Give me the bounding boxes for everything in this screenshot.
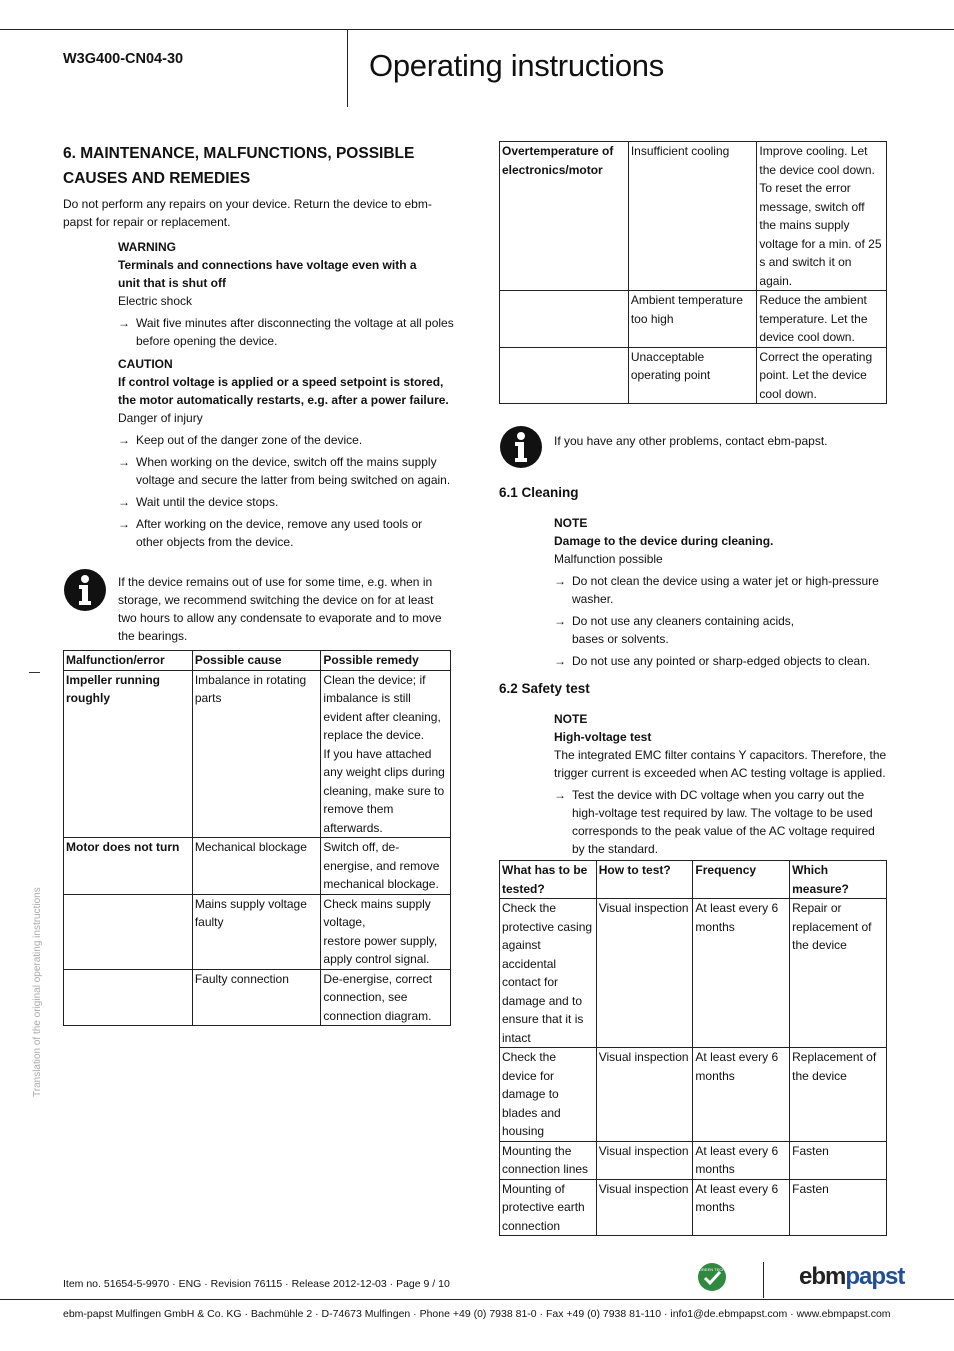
warning-consequence: Electric shock (118, 294, 193, 308)
table-cell: Mains supply voltage faulty (192, 894, 321, 969)
note-label: NOTE (554, 712, 588, 726)
table-cell: Overtemperature of electronics/motor (500, 142, 629, 291)
table-cell: At least every 6 months (693, 1048, 790, 1142)
table-row (500, 347, 887, 404)
caution-block (118, 355, 452, 551)
table-cell: Motor does not turn (64, 838, 193, 895)
table-cell: Impeller running roughly (64, 670, 193, 838)
arrow-icon: → (554, 574, 566, 588)
note-headline: Damage to the device during cleaning. (554, 534, 774, 548)
caution-label: CAUTION (118, 357, 173, 371)
table-cell: Check the protective casing against accidental contact for damage and to ensure that it is intact (500, 899, 597, 1048)
logo-papst: papst (845, 1263, 905, 1290)
info-icon (63, 568, 107, 612)
cleaning-item (554, 572, 889, 608)
table-cell: Replacement of the device (790, 1048, 887, 1142)
info-text-2: If you have any other problems, contact ebm-papst. (554, 434, 828, 448)
table-cell: Visual inspection (596, 1141, 693, 1179)
caution-item-text: When working on the device, switch off the mains supply voltage and secure the latter from being switched on again. (136, 455, 451, 487)
malfunction-table (63, 650, 451, 1026)
page-title: Operating instructions (369, 48, 664, 83)
footer-item-line: Item no. 51654-5-9970 · ENG · Revision 76115 · Release 2012-12-03 · Page 9 / 10 (63, 1278, 450, 1290)
cleaning-item (554, 652, 889, 670)
arrow-icon: → (554, 788, 566, 802)
greentech-label: GREEN TECH (698, 1267, 726, 1272)
arrow-icon: → (118, 495, 130, 509)
table-header-cell: What has to be tested? (500, 861, 597, 899)
table-cell: Mounting of protective earth connection (500, 1179, 597, 1236)
table-cell: At least every 6 months (693, 1141, 790, 1179)
cleaning-item (554, 612, 804, 648)
safety-item (554, 786, 890, 858)
table-header-cell: Frequency (693, 861, 790, 899)
table-cell: Check the device for damage to blades and housing (500, 1048, 597, 1142)
logo-divider (763, 1262, 764, 1298)
header-divider (347, 29, 348, 107)
table-header-cell: How to test? (596, 861, 693, 899)
table-header-cell: Which measure? (790, 861, 887, 899)
table-header-cell: Malfunction/error (64, 651, 193, 671)
header-rule (0, 29, 954, 30)
model-number: W3G400-CN04-30 (63, 51, 184, 67)
intro-text: Do not perform any repairs on your device. Return the device to ebm-papst for repair or replacement. (63, 197, 432, 229)
footer-rule (0, 1299, 954, 1300)
caution-item-text: Keep out of the danger zone of the device. (136, 433, 363, 447)
table-cell: At least every 6 months (693, 1179, 790, 1236)
table-cell: Insufficient cooling (628, 142, 757, 291)
table-row (500, 291, 887, 348)
warning-block (118, 238, 458, 350)
table-row (500, 899, 887, 1048)
note-label: NOTE (554, 516, 588, 530)
table-cell (64, 969, 193, 1026)
table-header-row (500, 861, 887, 899)
table-cell: Fasten (790, 1141, 887, 1179)
table-row (64, 894, 451, 969)
table-cell: Visual inspection (596, 899, 693, 1048)
note-consequence: Malfunction possible (554, 552, 663, 566)
table-cell: Ambient temperature too high (628, 291, 757, 348)
table-row (64, 969, 451, 1026)
table-cell: Faulty connection (192, 969, 321, 1026)
table-cell: De-energise, correct connection, see connection diagram. (321, 969, 451, 1026)
warning-item-text: Wait five minutes after disconnecting the voltage at all poles before opening the device. (136, 316, 454, 348)
table-row (500, 1048, 887, 1142)
caution-item (118, 493, 452, 511)
table-cell: Repair or replacement of the device (790, 899, 887, 1048)
table-row (64, 838, 451, 895)
caution-item-text: After working on the device, remove any used tools or other objects from the device. (136, 517, 423, 549)
table-cell (500, 291, 629, 348)
arrow-icon: → (118, 433, 130, 447)
arrow-icon: → (118, 316, 130, 330)
caution-headline: If control voltage is applied or a speed setpoint is stored, the motor automatically restarts, e.g. after a power failure. (118, 375, 449, 407)
table-cell: Visual inspection (596, 1179, 693, 1236)
arrow-icon: → (118, 517, 130, 531)
caution-item (118, 515, 438, 551)
ebmpapst-logo (799, 1260, 904, 1295)
cleaning-note (554, 514, 889, 670)
cleaning-item-text: Do not use any pointed or sharp-edged objects to clean. (572, 654, 871, 668)
test-table (499, 860, 887, 1236)
malfunction-table-continued (499, 141, 887, 404)
safety-text: The integrated EMC filter contains Y capacitors. Therefore, the trigger current is exceeded when AC testing voltage is applied. (554, 748, 887, 780)
table-header-cell: Possible remedy (321, 651, 451, 671)
arrow-icon: → (118, 455, 130, 469)
table-cell: Check mains supply voltage, restore power supply, apply control signal. (321, 894, 451, 969)
table-row (500, 142, 887, 291)
safety-note (554, 710, 890, 858)
info-text: If the device remains out of use for some time, e.g. when in storage, we recommend switching the device on for at least two hours to allow any condensate to evaporate and to move the bearings. (118, 575, 442, 643)
table-cell: Improve cooling. Let the device cool down. To reset the error message, switch off the mains supply voltage for a min. of 25 s and switch it on again. (757, 142, 887, 291)
table-cell: Mounting the connection lines (500, 1141, 597, 1179)
cleaning-heading: 6.1 Cleaning (499, 485, 579, 500)
side-note: Translation of the original operating instructions (32, 887, 43, 1097)
warning-label: WARNING (118, 240, 176, 254)
cleaning-item-text: Do not use any cleaners containing acids, bases or solvents. (572, 614, 795, 646)
caution-consequence: Danger of injury (118, 411, 203, 425)
warning-headline: Terminals and connections have voltage even with a unit that is shut off (118, 258, 417, 290)
cleaning-item-text: Do not clean the device using a water jet or high-pressure washer. (572, 574, 879, 606)
logo-ebm: ebm (799, 1263, 846, 1290)
table-cell: At least every 6 months (693, 899, 790, 1048)
arrow-icon: → (554, 614, 566, 628)
fold-mark (29, 672, 40, 673)
table-cell: Switch off, de-energise, and remove mechanical blockage. (321, 838, 451, 895)
table-cell: Correct the operating point. Let the device cool down. (757, 347, 887, 404)
table-header-row (64, 651, 451, 671)
caution-item (118, 431, 452, 449)
table-row (500, 1179, 887, 1236)
note-headline: High-voltage test (554, 730, 652, 744)
table-cell: Unacceptable operating point (628, 347, 757, 404)
greentech-icon (697, 1262, 727, 1292)
table-cell (64, 894, 193, 969)
info-icon (499, 425, 543, 469)
table-row (64, 670, 451, 838)
table-row (500, 1141, 887, 1179)
caution-item-text: Wait until the device stops. (136, 495, 279, 509)
table-cell: Fasten (790, 1179, 887, 1236)
table-cell: Mechanical blockage (192, 838, 321, 895)
safety-heading: 6.2 Safety test (499, 681, 590, 696)
warning-item (118, 314, 458, 350)
arrow-icon: → (554, 654, 566, 668)
table-cell (500, 347, 629, 404)
footer-company-line: ebm-papst Mulfingen GmbH & Co. KG · Bachmühle 2 · D-74673 Mulfingen · Phone +49 (0) 7938 81-0 · Fax +49 (0) 7938 81-110 · info1@de.ebmpapst.com · www.ebmpapst.com (63, 1308, 891, 1320)
table-header-cell: Possible cause (192, 651, 321, 671)
section-heading: 6. MAINTENANCE, MALFUNCTIONS, POSSIBLE CAUSES AND REMEDIES (63, 145, 415, 187)
table-cell: Reduce the ambient temperature. Let the device cool down. (757, 291, 887, 348)
safety-item-text: Test the device with DC voltage when you carry out the high-voltage test required by law. The voltage to be used corresponds to the peak value of the AC voltage required by the standard. (572, 788, 875, 856)
table-cell: Clean the device; if imbalance is still evident after cleaning, replace the device. If you have attached any weight clips during cleaning, make sure to remove them afterwards. (321, 670, 451, 838)
table-cell: Visual inspection (596, 1048, 693, 1142)
caution-item (118, 453, 453, 489)
table-cell: Imbalance in rotating parts (192, 670, 321, 838)
